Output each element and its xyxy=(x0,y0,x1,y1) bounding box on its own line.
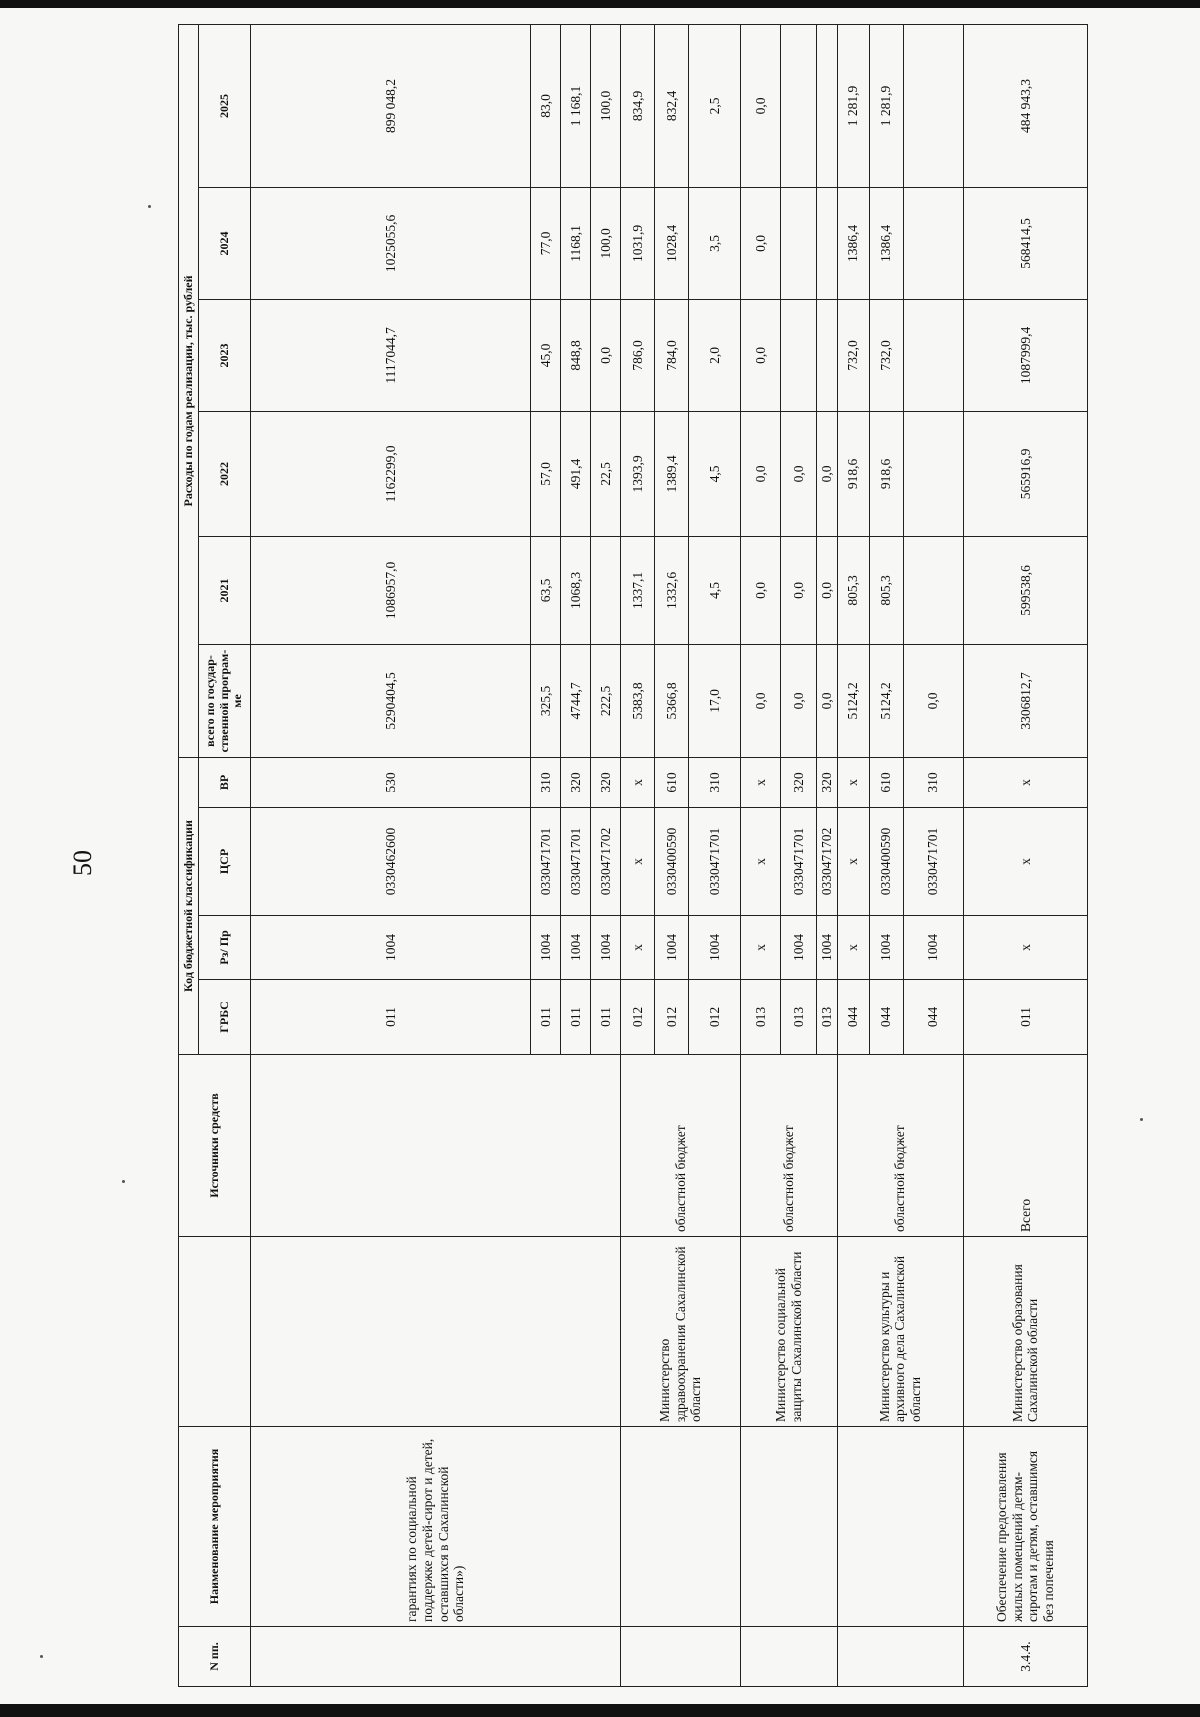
cell-2023: 786,0 xyxy=(621,299,655,411)
cell-2024: 1386,4 xyxy=(837,187,869,299)
cell-2023: 0,0 xyxy=(741,299,781,411)
cell-measure-name xyxy=(621,1427,741,1627)
table-row xyxy=(741,24,781,1686)
cell-2021 xyxy=(591,536,621,644)
cell-2025: 834,9 xyxy=(621,24,655,187)
cell-num xyxy=(621,1627,741,1687)
cell-grbs: 012 xyxy=(655,980,689,1055)
top-edge-bar xyxy=(0,0,1200,8)
cell-2021: 1337,1 xyxy=(621,536,655,644)
page-number: 50 xyxy=(68,850,97,876)
cell-2021: 1068,3 xyxy=(561,536,591,644)
cell-num: 3.4.4. xyxy=(963,1627,1087,1687)
header-2022: 2022 xyxy=(199,411,251,536)
cell-csr: 0330471702 xyxy=(591,808,621,916)
cell-csr: 0330400590 xyxy=(655,808,689,916)
cell-2023: 45,0 xyxy=(531,299,561,411)
header-csr: ЦСР xyxy=(199,808,251,916)
cell-total: 5290404,5 xyxy=(251,644,531,757)
cell-executor xyxy=(251,1237,621,1427)
cell-measure-name xyxy=(741,1427,838,1627)
cell-total: 3306812,7 xyxy=(963,644,1087,757)
cell-2023: 2,0 xyxy=(689,299,741,411)
cell-2025: 83,0 xyxy=(531,24,561,187)
cell-source: областной бюджет xyxy=(741,1055,838,1237)
cell-2024: 1386,4 xyxy=(869,187,903,299)
budget-table xyxy=(178,24,1088,1687)
cell-vr: x xyxy=(837,757,869,807)
cell-measure-name xyxy=(837,1427,963,1627)
cell-vr: 530 xyxy=(251,757,531,807)
cell-csr: 0330471701 xyxy=(781,808,817,916)
cell-2021 xyxy=(903,536,963,644)
cell-total: 0,0 xyxy=(903,644,963,757)
cell-csr: 0330471701 xyxy=(531,808,561,916)
cell-2022: 0,0 xyxy=(817,411,838,536)
cell-csr: x xyxy=(837,808,869,916)
cell-rzpr: 1004 xyxy=(903,916,963,980)
cell-vr: x xyxy=(741,757,781,807)
header-2023: 2023 xyxy=(199,299,251,411)
cell-csr: 0330462600 xyxy=(251,808,531,916)
cell-2022: 22,5 xyxy=(591,411,621,536)
table-row xyxy=(251,24,531,1686)
cell-2024 xyxy=(817,187,838,299)
header-expenses: Расходы по годам реализации, тыс. рублей xyxy=(179,24,199,757)
cell-2022: 565916,9 xyxy=(963,411,1087,536)
cell-source: областной бюджет xyxy=(837,1055,963,1237)
scan-speck xyxy=(122,1180,125,1183)
cell-2022 xyxy=(903,411,963,536)
cell-2023 xyxy=(817,299,838,411)
cell-2022: 1162299,0 xyxy=(251,411,531,536)
cell-rzpr: 1004 xyxy=(561,916,591,980)
header-grbs: ГРБС xyxy=(199,980,251,1055)
header-name: Наименование мероприятия xyxy=(179,1427,251,1627)
cell-grbs: 013 xyxy=(781,980,817,1055)
cell-2025: 1 281,9 xyxy=(837,24,869,187)
cell-2024: 0,0 xyxy=(741,187,781,299)
cell-2025 xyxy=(903,24,963,187)
cell-executor: Министерство здравоохранения Сахалинской области xyxy=(621,1237,741,1427)
cell-grbs: 012 xyxy=(621,980,655,1055)
cell-grbs: 013 xyxy=(741,980,781,1055)
cell-2023: 732,0 xyxy=(837,299,869,411)
cell-2021: 1332,6 xyxy=(655,536,689,644)
cell-2025 xyxy=(781,24,817,187)
cell-2024: 1028,4 xyxy=(655,187,689,299)
cell-2024: 100,0 xyxy=(591,187,621,299)
cell-rzpr: 1004 xyxy=(781,916,817,980)
cell-csr: x xyxy=(741,808,781,916)
cell-2022: 0,0 xyxy=(781,411,817,536)
cell-total: 0,0 xyxy=(781,644,817,757)
cell-2022: 1393,9 xyxy=(621,411,655,536)
cell-2025: 484 943,3 xyxy=(963,24,1087,187)
bottom-edge-bar xyxy=(0,1704,1200,1717)
cell-2024: 1025055,6 xyxy=(251,187,531,299)
header-budget-code: Код бюджетной классификации xyxy=(179,757,199,1054)
cell-2021: 1086957,0 xyxy=(251,536,531,644)
cell-2021: 0,0 xyxy=(781,536,817,644)
cell-total: 5383,8 xyxy=(621,644,655,757)
table-row xyxy=(837,24,869,1686)
cell-2025: 100,0 xyxy=(591,24,621,187)
cell-2024 xyxy=(903,187,963,299)
cell-2025: 832,4 xyxy=(655,24,689,187)
cell-total: 5366,8 xyxy=(655,644,689,757)
cell-grbs: 011 xyxy=(531,980,561,1055)
cell-vr: 320 xyxy=(591,757,621,807)
cell-executor: Министерство культуры и архивного дела Сахалинской области xyxy=(837,1237,963,1427)
cell-2021: 63,5 xyxy=(531,536,561,644)
header-2024: 2024 xyxy=(199,187,251,299)
cell-vr: 610 xyxy=(655,757,689,807)
cell-2022: 4,5 xyxy=(689,411,741,536)
cell-csr: 0330400590 xyxy=(869,808,903,916)
header-2021: 2021 xyxy=(199,536,251,644)
cell-2022: 1389,4 xyxy=(655,411,689,536)
cell-2021: 4,5 xyxy=(689,536,741,644)
cell-num xyxy=(251,1627,621,1687)
cell-grbs: 044 xyxy=(837,980,869,1055)
cell-vr: 310 xyxy=(903,757,963,807)
cell-rzpr: 1004 xyxy=(869,916,903,980)
scan-speck xyxy=(40,1655,43,1658)
cell-csr: 0330471701 xyxy=(903,808,963,916)
cell-grbs: 012 xyxy=(689,980,741,1055)
cell-2023: 0,0 xyxy=(591,299,621,411)
cell-grbs: 011 xyxy=(251,980,531,1055)
cell-rzpr: x xyxy=(837,916,869,980)
cell-csr: 0330471702 xyxy=(817,808,838,916)
cell-rzpr: x xyxy=(741,916,781,980)
table-row xyxy=(963,24,1087,1686)
cell-2025: 1 168,1 xyxy=(561,24,591,187)
cell-2025 xyxy=(817,24,838,187)
cell-2024: 1168,1 xyxy=(561,187,591,299)
cell-measure-name: гарантиях по социальной поддержке детей-сирот и детей, оставшихся в Сахалинской области») xyxy=(251,1427,621,1627)
scan-speck xyxy=(148,205,151,208)
cell-vr: 610 xyxy=(869,757,903,807)
cell-2023: 784,0 xyxy=(655,299,689,411)
cell-2023: 848,8 xyxy=(561,299,591,411)
header-row-1 xyxy=(179,24,199,1686)
cell-total: 5124,2 xyxy=(837,644,869,757)
cell-csr: x xyxy=(621,808,655,916)
cell-2023: 732,0 xyxy=(869,299,903,411)
cell-rzpr: 1004 xyxy=(251,916,531,980)
cell-2022: 0,0 xyxy=(741,411,781,536)
cell-vr: 310 xyxy=(531,757,561,807)
cell-vr: 320 xyxy=(781,757,817,807)
cell-2025: 1 281,9 xyxy=(869,24,903,187)
cell-source xyxy=(251,1055,621,1237)
cell-rzpr: 1004 xyxy=(655,916,689,980)
header-num: N пп. xyxy=(179,1627,251,1687)
cell-num xyxy=(837,1627,963,1687)
cell-csr: x xyxy=(963,808,1087,916)
cell-2022: 918,6 xyxy=(869,411,903,536)
cell-csr: 0330471701 xyxy=(561,808,591,916)
cell-total: 222,5 xyxy=(591,644,621,757)
cell-total: 4744,7 xyxy=(561,644,591,757)
cell-total: 325,5 xyxy=(531,644,561,757)
cell-2021: 805,3 xyxy=(837,536,869,644)
cell-rzpr: 1004 xyxy=(689,916,741,980)
cell-grbs: 011 xyxy=(561,980,591,1055)
cell-2023: 1117044,7 xyxy=(251,299,531,411)
cell-grbs: 011 xyxy=(591,980,621,1055)
cell-vr: x xyxy=(621,757,655,807)
cell-grbs: 011 xyxy=(963,980,1087,1055)
cell-measure-name: Обеспечение предоставления жилых помещений детям-сиротам и детям, оставшимся без попечения xyxy=(963,1427,1087,1627)
cell-total: 17,0 xyxy=(689,644,741,757)
cell-2024: 1031,9 xyxy=(621,187,655,299)
cell-csr: 0330471701 xyxy=(689,808,741,916)
cell-rzpr: x xyxy=(963,916,1087,980)
cell-rzpr: x xyxy=(621,916,655,980)
cell-rzpr: 1004 xyxy=(591,916,621,980)
table-row xyxy=(621,24,655,1686)
cell-grbs: 044 xyxy=(903,980,963,1055)
cell-vr: 320 xyxy=(561,757,591,807)
cell-2025: 2,5 xyxy=(689,24,741,187)
cell-executor: Министерство социальной защиты Сахалинской области xyxy=(741,1237,838,1427)
cell-2023 xyxy=(781,299,817,411)
cell-rzpr: 1004 xyxy=(531,916,561,980)
cell-2024: 568414,5 xyxy=(963,187,1087,299)
rotated-table-wrapper xyxy=(178,25,1088,1687)
cell-2022: 491,4 xyxy=(561,411,591,536)
cell-2021: 805,3 xyxy=(869,536,903,644)
cell-vr: 310 xyxy=(689,757,741,807)
cell-2021: 599538,6 xyxy=(963,536,1087,644)
cell-total: 0,0 xyxy=(741,644,781,757)
cell-2022: 918,6 xyxy=(837,411,869,536)
cell-2024: 3,5 xyxy=(689,187,741,299)
scan-speck xyxy=(1140,1118,1143,1121)
cell-vr: 320 xyxy=(817,757,838,807)
cell-2023: 1087999,4 xyxy=(963,299,1087,411)
cell-executor: Министерство образования Сахалинской области xyxy=(963,1237,1087,1427)
cell-2025: 899 048,2 xyxy=(251,24,531,187)
header-source: Источники средств xyxy=(179,1055,251,1237)
cell-2021: 0,0 xyxy=(817,536,838,644)
cell-2023 xyxy=(903,299,963,411)
cell-2025: 0,0 xyxy=(741,24,781,187)
cell-total: 0,0 xyxy=(817,644,838,757)
header-executor xyxy=(179,1237,251,1427)
header-rzpr: Рз/ Пр xyxy=(199,916,251,980)
cell-vr: x xyxy=(963,757,1087,807)
cell-source: Всего xyxy=(963,1055,1087,1237)
header-total: всего по государ-ственной програм-ме xyxy=(199,644,251,757)
cell-source: областной бюджет xyxy=(621,1055,741,1237)
cell-2022: 57,0 xyxy=(531,411,561,536)
cell-num xyxy=(741,1627,838,1687)
cell-grbs: 044 xyxy=(869,980,903,1055)
cell-total: 5124,2 xyxy=(869,644,903,757)
cell-grbs: 013 xyxy=(817,980,838,1055)
cell-2021: 0,0 xyxy=(741,536,781,644)
header-vr: ВР xyxy=(199,757,251,807)
cell-2024 xyxy=(781,187,817,299)
cell-rzpr: 1004 xyxy=(817,916,838,980)
cell-2024: 77,0 xyxy=(531,187,561,299)
header-2025: 2025 xyxy=(199,24,251,187)
